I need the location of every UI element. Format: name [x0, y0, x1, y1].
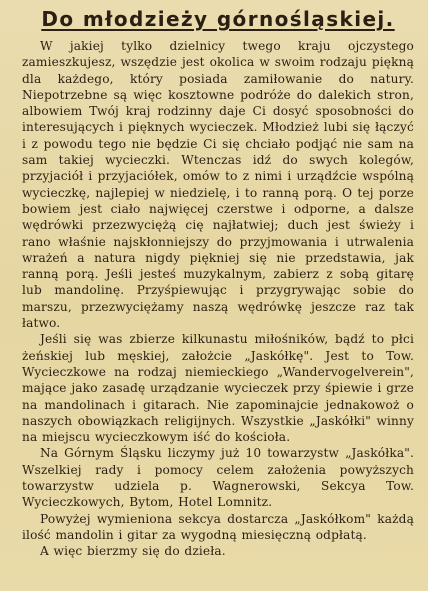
article-paragraph-2: Jeśli się was zbierze kilkunastu miłośników, bądź to płci żeńskiej lub męskiej, założcie „Jaskółkę". Jest to Tow. Wycieczkowe na rodzaj niemieckiego „Wandervogelverein", mające jako zasadę urządzanie wycieczek przy śpiewie i grze na mandolinach i gitarach. Nie zapominajcie jednakowoż o naszych obowiązkach religijnych. Wszystkie „Jaskółki" winny na miejscu wycieczkowym iść do kościoła.	[22, 332, 414, 445]
article-title: Do młodzieży górnośląskiej.	[41, 7, 395, 31]
article-body	[22, 38, 414, 560]
article-paragraph-3: Na Górnym Śląsku liczymy już 10 towarzystw „Jaskółka". Wszelkiej rady i pomocy celem założenia powyższych towarzystw udziela p. Wagnerowski, Sekcya Tow. Wycieczkowych, Bytom, Hotel Lomnitz.	[22, 446, 414, 510]
article-paragraph-1: W jakiej tylko dzielnicy twego kraju ojczystego zamieszkujesz, wszędzie jest okolica w swoim rodzaju piękną dla każdego, który posiada zamiłowanie do natury. Niepotrzebne są więc kosztowne podróże do dalekich stron, albowiem Twój kraj rodzinny daje Ci dosyć sposobności do interesujących i pięknych wycieczek. Młodzież lubi się łączyć i z powodu tego nie będzie Ci się chciało podjąć nie sam na sam takiej wycieczki. Wtenczas idź do swych kolegów, przyjaciół i przyjaciółek, omów to z nimi i urządźcie wspólną wycieczkę, najlepiej w niedzielę, i to ranną porą. O tej porze bowiem jest ciało najwięcej czerstwe i odporne, a dalsze wędrówki przezwyciężą cię najłatwiej; duch jest świeży i rano właśnie najskłonniejszy do przyjmowania i utrwalenia wrażeń a natura nigdy piękniej się nie przedstawia, jak ranną porą. Jeśli jesteś muzykalnym, zabierz z sobą gitarę lub mandolinę. Przyśpiewując i przygrywając sobie do marszu, przezwyciężamy naszą wędrówkę jeszcze raz tak łatwo.	[22, 39, 414, 331]
article-paragraph-4: Powyżej wymieniona sekcya dostarcza „Jaskółkom" każdą ilość mandolin i gitar za wygodną miesięczną odpłatą.	[22, 511, 414, 542]
article-paragraph-5: A więc bierzmy się do dzieła.	[40, 544, 226, 559]
